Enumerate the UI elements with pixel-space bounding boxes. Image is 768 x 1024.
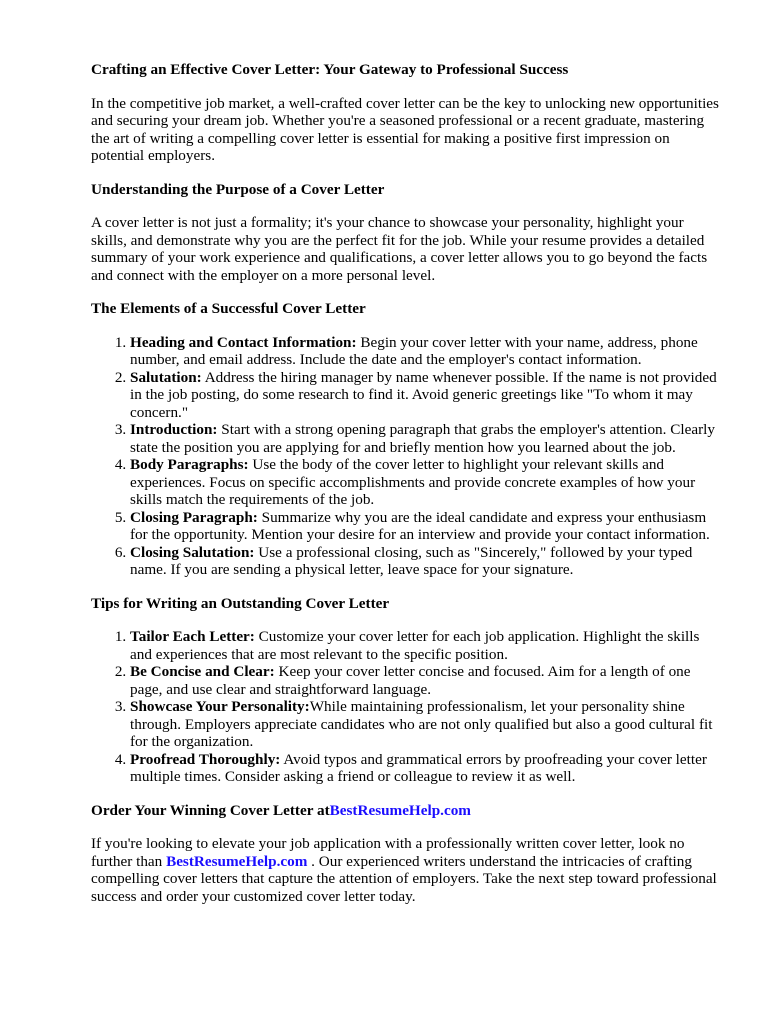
list-item-label: Proofread Thoroughly:	[130, 750, 281, 768]
list-item-text: Customize your cover letter for each job application. Highlight the skills and experiences that are most relevant to the specific position.	[130, 628, 700, 663]
list-item-text: Begin your cover letter with your name, address, phone number, and email address. Include the date and the employer's contact information.	[130, 333, 698, 368]
list-item	[130, 751, 721, 786]
list-item-label: Closing Salutation:	[130, 543, 255, 561]
list-item-label: Introduction:	[130, 421, 218, 438]
order-text-after: . Our experienced writers understand the intricacies of crafting compelling cover letters that capture the attention of employers. Take the next step toward professional success and order your customized cover letter today.	[91, 852, 717, 905]
list-item-label: Heading and Contact Information:	[130, 333, 357, 351]
list-item	[130, 628, 721, 663]
document-title: Crafting an Effective Cover Letter: Your Gateway to Professional Success	[91, 61, 569, 78]
order-paragraph	[91, 835, 721, 905]
elements-list	[91, 334, 721, 579]
order-text-before: If you're looking to elevate your job application with a professionally written cover letter, look no further than	[91, 835, 685, 870]
list-item-label: Be Concise and Clear:	[130, 663, 275, 680]
order-heading-link[interactable]: BestResumeHelp.com	[329, 801, 471, 819]
list-item-label: Body Paragraphs:	[130, 456, 249, 473]
list-item	[130, 456, 721, 509]
list-item	[130, 421, 721, 456]
intro-paragraph: In the competitive job market, a well-crafted cover letter can be the key to unlocking new opportunities and securing your dream job. Whether you're a seasoned professional or a recent graduate, mastering the art of writing a compelling cover letter is essential for making a positive first impression on potential employers.	[91, 94, 719, 164]
list-item-text: Address the hiring manager by name whenever possible. If the name is not provided in the job posting, do some research to find it. Avoid generic greetings like "To whom it may concern."	[130, 368, 717, 421]
list-item	[130, 509, 721, 544]
purpose-heading: Understanding the Purpose of a Cover Letter	[91, 180, 385, 198]
list-item	[130, 698, 721, 751]
list-item-text: While maintaining professionalism, let your personality shine through. Employers appreciate candidates who are not only qualified but also a good cultural fit for the organization.	[130, 698, 713, 750]
tips-list	[91, 628, 721, 786]
list-item-text: Avoid typos and grammatical errors by proofreading your cover letter multiple times. Consider asking a friend or colleague to review it as well.	[130, 750, 707, 785]
list-item	[130, 369, 721, 422]
list-item-text: Start with a strong opening paragraph that grabs the employer's attention. Clearly state the position you are applying for and briefly mention how you learned about the job.	[130, 421, 715, 456]
document-page	[91, 61, 721, 905]
list-item-label: Closing Paragraph:	[130, 508, 258, 526]
order-text-link[interactable]: BestResumeHelp.com	[166, 852, 308, 870]
order-heading-text: Order Your Winning Cover Letter at	[91, 801, 330, 819]
list-item-label: Showcase Your Personality:	[130, 698, 310, 715]
list-item	[130, 663, 721, 698]
list-item-text: Use the body of the cover letter to highlight your relevant skills and experiences. Focus on specific accomplishments and provide concrete examples of how your skills match the requirements of the job.	[130, 456, 696, 508]
list-item-text: Keep your cover letter concise and focused. Aim for a length of one page, and use clear and straightforward language.	[130, 663, 691, 698]
list-item-label: Salutation:	[130, 368, 202, 386]
list-item-text: Summarize why you are the ideal candidate and express your enthusiasm for the opportunity. Mention your desire for an interview and provide your contact information.	[130, 508, 710, 543]
tips-heading: Tips for Writing an Outstanding Cover Letter	[91, 594, 390, 612]
list-item-text: Use a professional closing, such as "Sincerely," followed by your typed name. If you are sending a physical letter, leave space for your signature.	[130, 543, 693, 578]
list-item	[130, 334, 721, 369]
elements-heading: The Elements of a Successful Cover Letter	[91, 300, 366, 317]
list-item	[130, 544, 721, 579]
order-heading	[91, 802, 721, 820]
purpose-paragraph: A cover letter is not just a formality; it's your chance to showcase your personality, highlight your skills, and demonstrate why you are the perfect fit for the job. While your resume provides a detailed summary of your work experience and qualifications, a cover letter allows you to go beyond the facts and connect with the employer on a more personal level.	[91, 214, 708, 284]
list-item-label: Tailor Each Letter:	[130, 628, 255, 645]
